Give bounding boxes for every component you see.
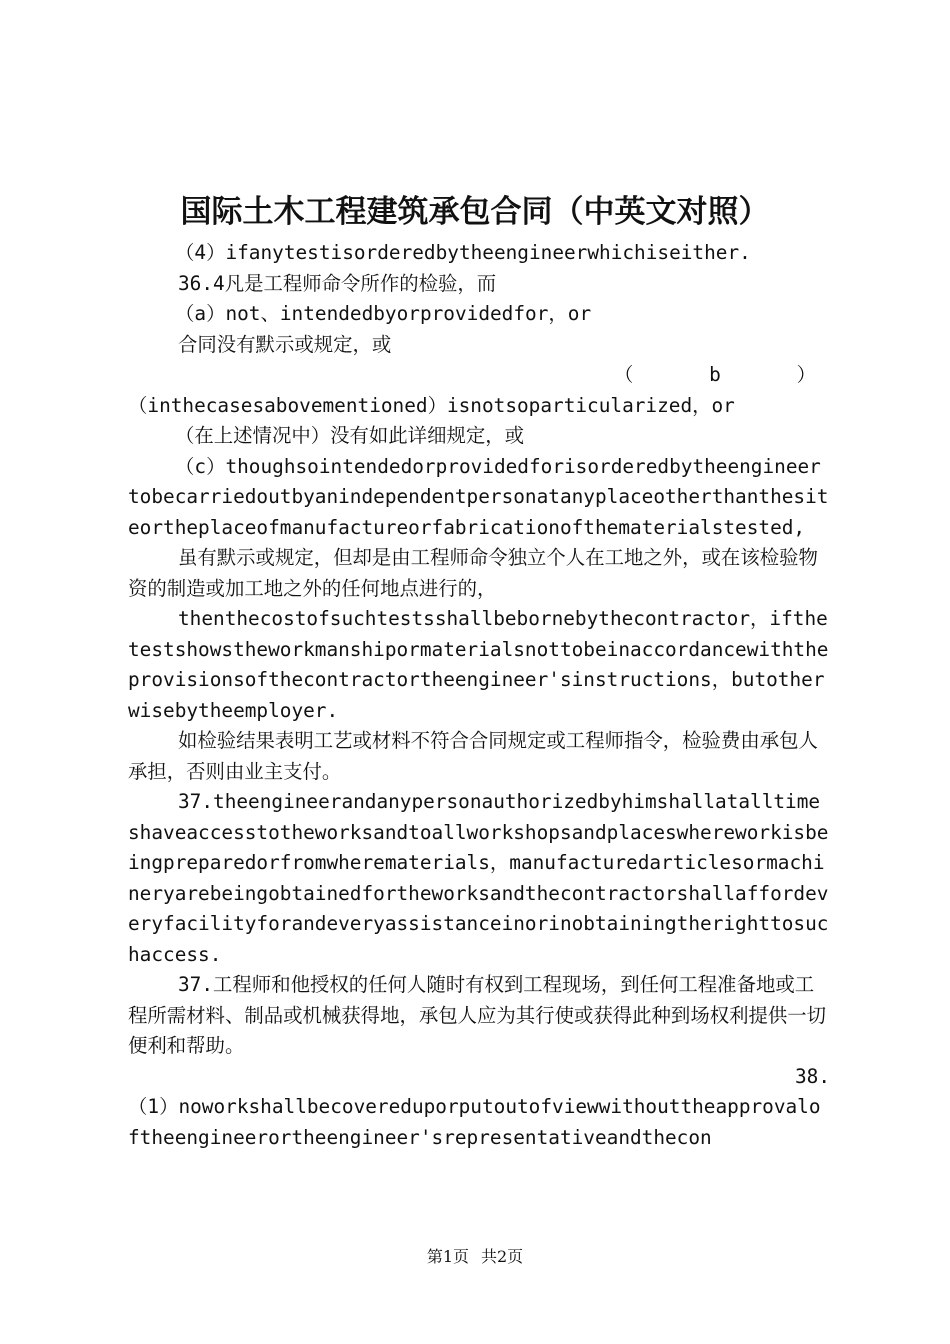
page-footer bbox=[0, 1244, 950, 1267]
page-number: 第1页 bbox=[426, 1247, 469, 1266]
paragraph: 如检验结果表明工艺或材料不符合合同规定或工程师指令，检验费由承包人承担，否则由业主支付。 bbox=[128, 729, 818, 783]
paragraph: （1）noworkshallbecovereduporputoutofviewwithouttheapprovaloftheengineerortheengineer'srepresentativeandthecon bbox=[128, 1095, 821, 1149]
justified-b-line bbox=[128, 360, 830, 391]
paragraph: （在上述情况中）没有如此详细规定，或 bbox=[175, 424, 525, 447]
paragraph: 合同没有默示或规定，或 bbox=[178, 332, 392, 356]
item-letter: b bbox=[709, 363, 721, 386]
paragraph: （a）not、intendedbyorprovidedfor，or bbox=[175, 302, 592, 325]
page-total: 共2页 bbox=[481, 1247, 524, 1266]
section-number: 38. bbox=[794, 1064, 830, 1088]
paragraph: 虽有默示或规定，但却是由工程师命令独立个人在工地之外，或在该检验物资的制造或加工地之外的任何地点进行的， bbox=[128, 546, 818, 600]
close-paren: ） bbox=[796, 363, 816, 386]
document-body bbox=[128, 238, 830, 1153]
paragraph: thenthecostofsuchtestsshallbebornebythecontractor，ifthetestshowstheworkmanshipormaterialsnottobeinaccordancewiththeprovisionsofthecontractortheengineer'sinstructions，butotherwisebytheemployer. bbox=[128, 607, 829, 722]
paragraph: 37.theengineerandanypersonauthorizedbyhimshallatalltimeshaveaccesstotheworksandtoallworkshopsandplaceswhereworkisbeingpreparedorfromwherematerials，manufacturedarticlesormachineryarebeingobtainedfortheworksandthecontractorshallaffordeveryfacilityforandeveryassistanceinorinobtainingtherighttosuchaccess. bbox=[128, 790, 829, 966]
paragraph: 37.工程师和他授权的任何人随时有权到工程现场，到任何工程准备地或工程所需材料、制品或机械获得地，承包人应为其行使或获得此种到场权利提供一切便利和帮助。 bbox=[128, 973, 827, 1057]
open-paren: （ bbox=[614, 363, 634, 386]
paragraph: （c）thoughsointendedorprovidedforisorderedbytheengineertobecarriedoutbyanindependentpersonatanyplaceotherthanthesiteortheplaceofmanufactureorfabricationofthematerialstested, bbox=[128, 454, 829, 539]
paragraph: （inthecasesabovementioned）isnotsoparticularized，or bbox=[128, 393, 735, 417]
document-title: 国际土木工程建筑承包合同（中英文对照） bbox=[180, 194, 770, 230]
paragraph: 36.4凡是工程师命令所作的检验，而 bbox=[178, 271, 497, 295]
paragraph: （4）ifanytestisorderedbytheengineerwhichiseither. bbox=[175, 241, 751, 264]
